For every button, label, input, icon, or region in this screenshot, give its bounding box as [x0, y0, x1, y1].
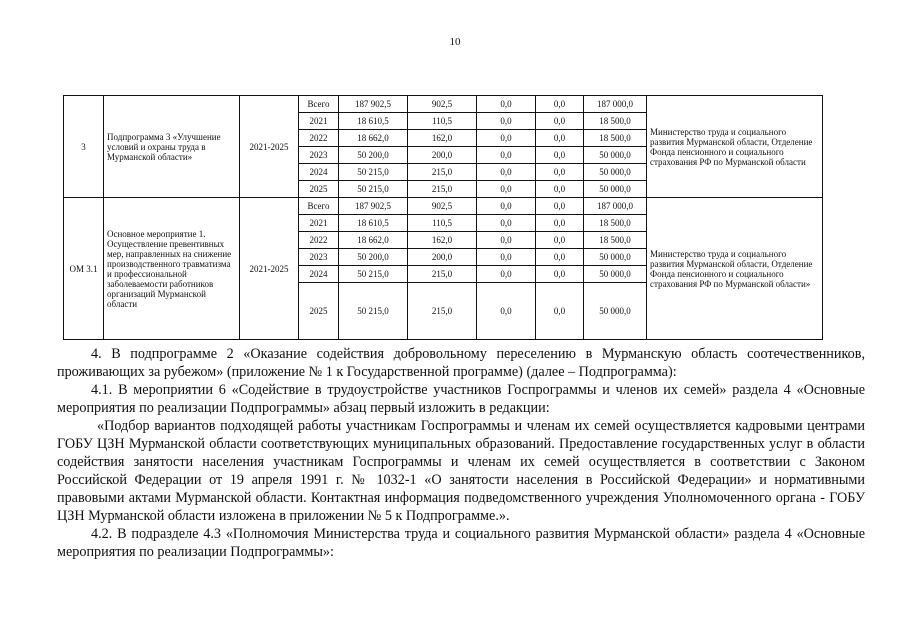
page-number: 10 — [449, 36, 461, 48]
cell-federal: 0,0 — [477, 266, 536, 283]
cell-local: 0,0 — [536, 113, 584, 130]
table-row — [64, 198, 823, 215]
cell-local: 0,0 — [536, 164, 584, 181]
cell-local: 0,0 — [536, 283, 584, 340]
row-year: 2024 — [299, 266, 339, 283]
cell-federal: 0,0 — [477, 198, 536, 215]
cell-total: 50 215,0 — [339, 164, 408, 181]
cell-federal: 0,0 — [477, 147, 536, 164]
cell-local: 0,0 — [536, 249, 584, 266]
row-year: 2024 — [299, 164, 339, 181]
row-year: 2021 — [299, 215, 339, 232]
cell-regional: 215,0 — [408, 164, 477, 181]
cell-federal: 0,0 — [477, 232, 536, 249]
cell-regional: 110,5 — [408, 113, 477, 130]
row-year: Всего — [299, 198, 339, 215]
row-year: 2021 — [299, 113, 339, 130]
paragraph: 4. В подпрограмме 2 «Оказание содействия добровольному переселению в Мурманскую область соотечественников, проживающих за рубежом» (приложение № 1 к Государственной программе) (далее – Подпрограмма): — [57, 346, 865, 380]
table-row — [64, 96, 823, 113]
cell-regional: 215,0 — [408, 266, 477, 283]
cell-federal: 0,0 — [477, 181, 536, 198]
cell-other: 50 000,0 — [584, 266, 647, 283]
cell-total: 18 610,5 — [339, 215, 408, 232]
cell-other: 187 000,0 — [584, 96, 647, 113]
cell-federal: 0,0 — [477, 96, 536, 113]
cell-other: 18 500,0 — [584, 130, 647, 147]
cell-local: 0,0 — [536, 232, 584, 249]
body-text — [57, 345, 865, 561]
cell-regional: 215,0 — [408, 181, 477, 198]
cell-other: 50 000,0 — [584, 181, 647, 198]
block-period: 2021-2025 — [240, 198, 299, 340]
cell-total: 18 610,5 — [339, 113, 408, 130]
cell-regional: 162,0 — [408, 130, 477, 147]
cell-federal: 0,0 — [477, 113, 536, 130]
cell-other: 50 000,0 — [584, 164, 647, 181]
cell-regional: 200,0 — [408, 147, 477, 164]
cell-total: 50 200,0 — [339, 147, 408, 164]
cell-regional: 902,5 — [408, 96, 477, 113]
block-name: Основное мероприятие 1. Осуществление превентивных мер, направленных на снижение производственного травматизма и профессиональной заболеваемости работников организаций Мурманской области — [104, 198, 240, 340]
cell-federal: 0,0 — [477, 130, 536, 147]
block-number: 3 — [64, 96, 104, 198]
cell-local: 0,0 — [536, 147, 584, 164]
block-number: ОМ 3.1 — [64, 198, 104, 340]
cell-other: 50 000,0 — [584, 147, 647, 164]
block-period: 2021-2025 — [240, 96, 299, 198]
cell-local: 0,0 — [536, 198, 584, 215]
cell-federal: 0,0 — [477, 215, 536, 232]
cell-local: 0,0 — [536, 96, 584, 113]
cell-regional: 110,5 — [408, 215, 477, 232]
row-year: 2025 — [299, 283, 339, 340]
cell-regional: 215,0 — [408, 283, 477, 340]
cell-federal: 0,0 — [477, 164, 536, 181]
paragraph: 4.2. В подразделе 4.3 «Полномочия Министерства труда и социального развития Мурманской области» раздела 4 «Основные мероприятия по реализации Подпрограммы»: — [57, 526, 865, 560]
row-year: 2022 — [299, 130, 339, 147]
cell-local: 0,0 — [536, 266, 584, 283]
cell-total: 187 902,5 — [339, 198, 408, 215]
paragraph: «Подбор вариантов подходящей работы участникам Госпрограммы и членам их семей осуществляется кадровыми центрами ГОБУ ЦЗН Мурманской области соответствующих муниципальных образований. Предоставление государственных услуг в области содействия занятости населения участникам Госпрограммы и членам их семей осуществляется в соответствии с Законом Российской Федерации от 19 апреля 1991 г. № 1032-1 «О занятости населения в Российской Федерации» и нормативными правовыми актами Мурманской области. Контактная информация подведомственного учреждения Уполномоченного органа - ГОБУ ЦЗН Мурманской области изложена в приложении № 5 к Подпрограмме.». — [57, 418, 865, 524]
cell-total: 187 902,5 — [339, 96, 408, 113]
cell-regional: 902,5 — [408, 198, 477, 215]
cell-total: 18 662,0 — [339, 232, 408, 249]
block-executor: Министерство труда и социального развития Мурманской области, Отделение Фонда пенсионного и социального страхования РФ по Мурманской области — [647, 96, 823, 198]
funding-table — [63, 95, 823, 340]
cell-federal: 0,0 — [477, 283, 536, 340]
cell-local: 0,0 — [536, 181, 584, 198]
row-year: 2023 — [299, 147, 339, 164]
cell-local: 0,0 — [536, 130, 584, 147]
cell-other: 50 000,0 — [584, 249, 647, 266]
cell-regional: 162,0 — [408, 232, 477, 249]
row-year: 2023 — [299, 249, 339, 266]
cell-total: 18 662,0 — [339, 130, 408, 147]
cell-total: 50 215,0 — [339, 181, 408, 198]
cell-other: 50 000,0 — [584, 283, 647, 340]
cell-total: 50 215,0 — [339, 266, 408, 283]
cell-total: 50 200,0 — [339, 249, 408, 266]
row-year: Всего — [299, 96, 339, 113]
cell-other: 18 500,0 — [584, 232, 647, 249]
row-year: 2025 — [299, 181, 339, 198]
paragraph: 4.1. В мероприятии 6 «Содействие в трудоустройстве участников Госпрограммы и членов их семей» раздела 4 «Основные мероприятия по реализации Подпрограммы» абзац первый изложить в редакции: — [57, 382, 865, 416]
cell-other: 187 000,0 — [584, 198, 647, 215]
block-name: Подпрограмма 3 «Улучшение условий и охраны труда в Мурманской области» — [104, 96, 240, 198]
cell-other: 18 500,0 — [584, 113, 647, 130]
cell-other: 18 500,0 — [584, 215, 647, 232]
cell-local: 0,0 — [536, 215, 584, 232]
cell-total: 50 215,0 — [339, 283, 408, 340]
row-year: 2022 — [299, 232, 339, 249]
cell-regional: 200,0 — [408, 249, 477, 266]
cell-federal: 0,0 — [477, 249, 536, 266]
block-executor: Министерство труда и социального развития Мурманской области, Отделение Фонда пенсионного и социального страхования РФ по Мурманской области» — [647, 198, 823, 340]
